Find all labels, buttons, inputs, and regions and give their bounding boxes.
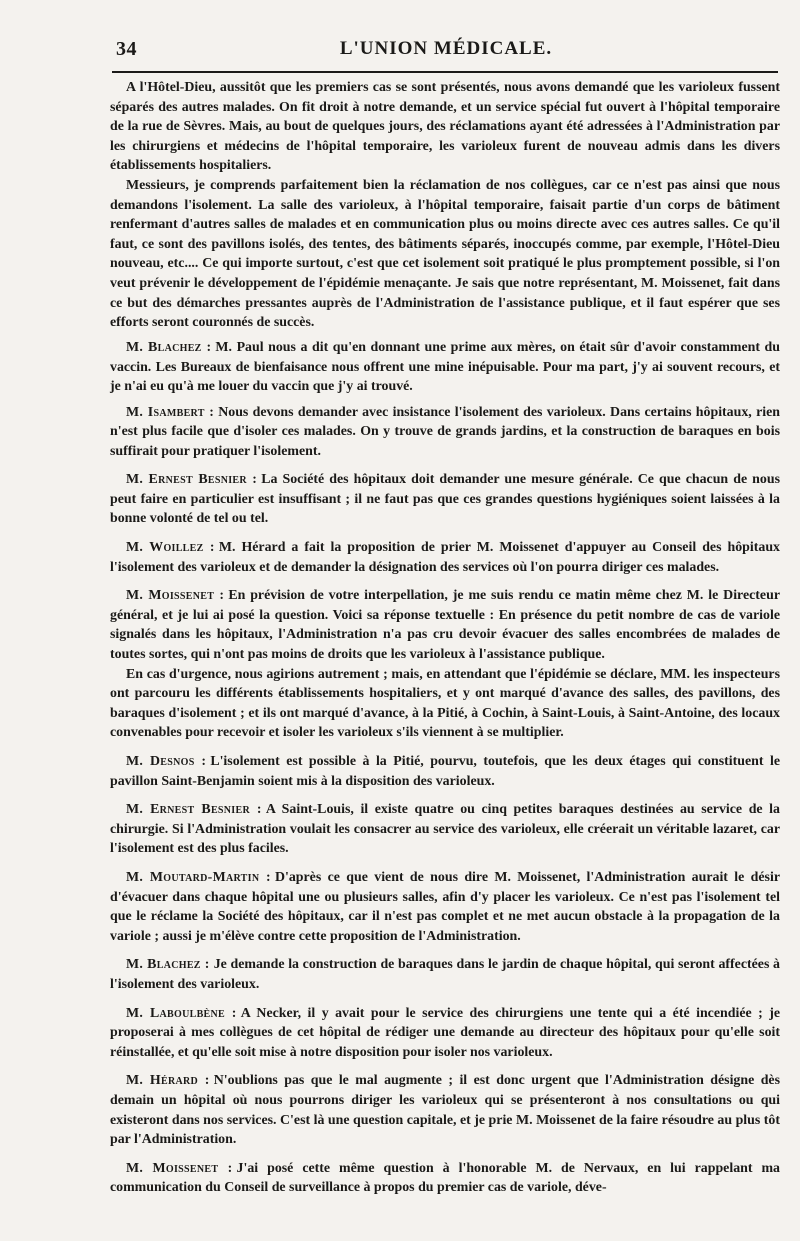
paragraph-text: Nous devons demander avec insistance l'isolement des varioleux. Dans certains hôpitaux, rien n'est plus facile que d'isoler ces malades. On y trouve de grands jardins, et la construction de baraques en bois suffirait pour pratiquer l'isolement. bbox=[110, 404, 780, 459]
paragraph bbox=[110, 800, 780, 859]
speaker-name: M. Blachez : bbox=[126, 340, 212, 356]
speaker-name: M. Blachez : bbox=[126, 957, 210, 973]
speaker-name: M. Ernest Besnier : bbox=[126, 472, 258, 488]
paragraph bbox=[110, 1004, 780, 1063]
paragraph-text: M. Hérard a fait la proposition de prier M. Moissenet d'appuyer au Conseil des hôpitaux l'isolement des varioleux et de demander la désignation des services où l'on pourra diriger ces malades. bbox=[110, 540, 780, 575]
speaker-name: M. Moissenet : bbox=[126, 1160, 233, 1176]
running-title: L'UNION MÉDICALE. bbox=[339, 38, 553, 59]
speaker-name: M. Isambert : bbox=[126, 404, 215, 420]
paragraph-text: En cas d'urgence, nous agirions autrement ; mais, en attendant que l'épidémie se déclare, MM. les inspecteurs ont parcouru les différents établissements hospitaliers, et y ont marqué d'avance des salles, des pavillons, des baraques d'isolement ; et ils ont marqué d'avance, à la Pitié, à Cochin, à Saint-Louis, à Saint-Antoine, des locaux convenables pour recevoir et isoler les varioleux s'ils viennent à se multiplier. bbox=[110, 666, 780, 741]
speaker-name: M. Hérard : bbox=[126, 1073, 210, 1089]
paragraph bbox=[110, 538, 780, 577]
paragraph bbox=[110, 470, 780, 529]
paragraph-text: La Société des hôpitaux doit demander une mesure générale. Ce que chacun de nous peut faire en particulier est insuffisant ; il ne faut pas que ces grandes questions hygiéniques soient laissées à la bonne volonté de tel ou tel. bbox=[110, 472, 780, 527]
paragraph-text: N'oublions pas que le mal augmente ; il est donc urgent que l'Administration désigne dès demain un hôpital où nous pourrons diriger les varioleux qui se présenteront à nos consultations ou qui existeront dans nos services. C'est là une question capitale, et je prie M. Moissenet de la faire résoudre au plus tôt par l'Administration. bbox=[110, 1073, 780, 1148]
paragraph-text: En prévision de votre interpellation, je me suis rendu ce matin même chez M. le Directeur général, et je lui ai posé la question. Voici sa réponse textuelle : En présence du petit nombre de cas de variole signalés dans les hôpitaux, l'Administration n'a pas cru devoir évacuer des salles encombrées de malades de toutes sortes, qui n'ont pas moins de droits que les varioleux à l'assistance publique. bbox=[110, 588, 780, 663]
paragraph-text: A Necker, il y avait pour le service des chirurgiens une tente qui a été incendiée ; je proposerai à mes collègues de cet hôpital de rédiger une demande au directeur des hôpitaux pour qu'elle soit réinstallée, et qu'elle soit mise à notre disposition pour isoler nos varioleux. bbox=[110, 1005, 780, 1060]
speaker-name: M. Moutard-Martin : bbox=[126, 869, 271, 885]
header-rule bbox=[112, 71, 778, 73]
speaker-name: M. Desnos : bbox=[126, 754, 207, 769]
paragraph-text: M. Paul nous a dit qu'en donnant une prime aux mères, on était sûr d'avoir constamment du vaccin. Les Bureaux de bienfaisance nous offrent une mine inépuisable. Pour ma part, j'y ai souvent recours, et je n'ai eu qu'à me louer du vaccin que j'y ai trouvé. bbox=[110, 340, 780, 395]
paragraph bbox=[110, 78, 780, 176]
paragraph bbox=[110, 403, 780, 462]
paragraph bbox=[110, 752, 780, 791]
paragraph-text: A Saint-Louis, il existe quatre ou cinq petites baraques destinées au service de la chirurgie. Si l'Administration voulait les consacrer au service des varioleux, elle créerait un véritable lazaret, car l'isolement est des plus faciles. bbox=[110, 802, 780, 857]
paragraph bbox=[110, 665, 780, 743]
paragraph-text: L'isolement est possible à la Pitié, pourvu, toutefois, que les deux étages qui constituent le pavillon Saint-Benjamin soient mis à la disposition des varioleux. bbox=[110, 754, 780, 789]
paragraph-text: D'après ce que vient de nous dire M. Moissenet, l'Administration aurait le désir d'évacuer dans chaque hôpital une ou plusieurs salles, afin d'y placer les varioleux. Ce n'est pas l'isolement tel que le réclame la Société des hôpitaux, car il n'est pas complet et ne met aucun obstacle à la propagation de la variole ; aussi je m'élève contre cette proposition de l'Administration. bbox=[110, 869, 780, 944]
paragraph bbox=[110, 868, 780, 946]
speaker-name: M. Ernest Besnier : bbox=[126, 802, 262, 818]
page-header bbox=[116, 38, 776, 62]
paragraph-text: Je demande la construction de baraques dans le jardin de chaque hôpital, qui seront affectées à l'isolement des varioleux. bbox=[110, 957, 780, 992]
speaker-name: M. Woillez : bbox=[126, 540, 215, 556]
paragraph-text: J'ai posé cette même question à l'honorable M. de Nervaux, en lui rappelant ma communication du Conseil de surveillance à propos du premier cas de variole, déve- bbox=[110, 1160, 780, 1196]
paragraph-text: A l'Hôtel-Dieu, aussitôt que les premiers cas se sont présentés, nous avons demandé que les varioleux fussent séparés des autres malades. On fit droit à notre demande, et un service spécial fut ouvert à l'hôpital temporaire de la rue de Sèvres. Mais, au bout de quelques jours, des réclamations ayant été adressées à l'Administration par les chirurgiens et médecins de l'hôpital temporaire, les varioleux furent de nouveau admis dans les divers établissements hospitaliers. bbox=[110, 80, 780, 174]
paragraph bbox=[110, 955, 780, 994]
paragraph bbox=[110, 586, 780, 664]
paragraph bbox=[110, 1159, 780, 1198]
speaker-name: M. Moissenet : bbox=[126, 588, 225, 604]
page-number: 34 bbox=[116, 38, 137, 60]
paragraph-text: Messieurs, je comprends parfaitement bien la réclamation de nos collègues, car ce n'est pas ainsi que nous demandons l'isolement. La salle des varioleux, à l'hôpital temporaire, faisait partie d'un corps de bâtiment renfermant d'autres salles de malades et en communication plus ou moins directe avec ces autres salles. Ce qu'il faut, ce sont des pavillons isolés, des tentes, des bâtiments séparés, inoccupés comme, par exemple, l'Hôtel-Dieu nouveau, etc.... Ce qui importe surtout, c'est que cet isolement soit pratiqué le plus promptement possible, si l'on veut prévenir le développement de l'épidémie menaçante. Je sais que notre représentant, M. Moissenet, fait dans ce but des démarches pressantes auprès de l'Administration de l'assistance publique, et il faut espérer que ses efforts seront couronnés de succès. bbox=[110, 177, 780, 331]
paragraph bbox=[110, 338, 780, 397]
paragraph bbox=[110, 176, 780, 333]
paragraph bbox=[110, 1071, 780, 1149]
article-body bbox=[110, 78, 780, 1198]
speaker-name: M. Laboulbène : bbox=[126, 1005, 237, 1021]
